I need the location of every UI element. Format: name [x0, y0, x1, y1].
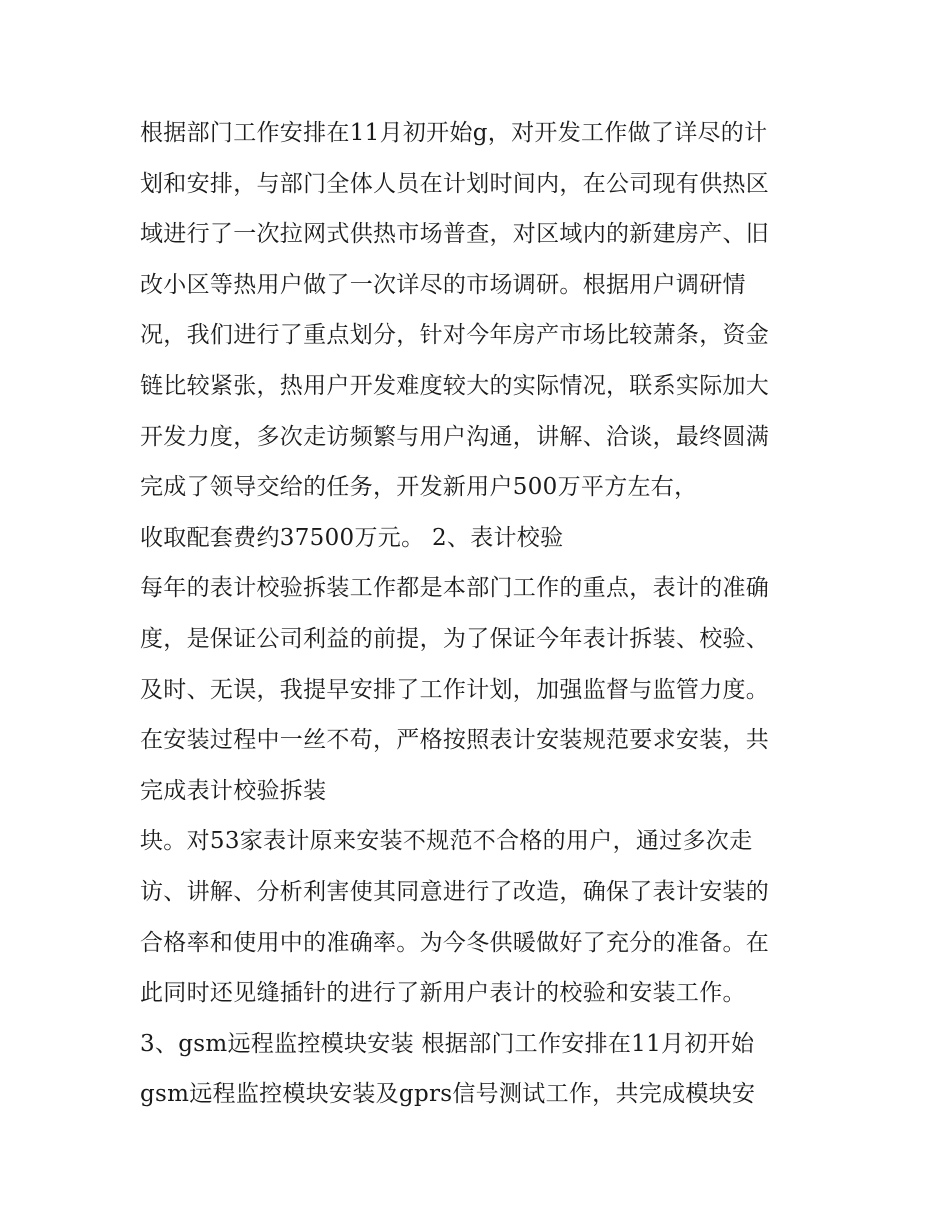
- text-line-20: gsm远程监控模块安装及gprs信号测试工作，共完成模块安: [140, 1081, 756, 1108]
- text-line-1: 根据部门工作安排在11月初开始g，对开发工作做了详尽的计: [140, 120, 768, 146]
- text-line-16: 访、讲解、分析利害使其同意进行了改造，确保了表计安装的: [140, 878, 770, 905]
- text-line-4: 改小区等热用户做了一次详尽的市场调研。根据用户调研情: [140, 271, 746, 298]
- text-line-14: 完成表计校验拆装: [140, 777, 327, 804]
- text-line-12: 及时、无误，我提早安排了工作计划，加强监督与监管力度。: [140, 676, 770, 703]
- text-line-17: 合格率和使用中的准确率。为今冬供暖做好了充分的准备。在: [140, 929, 770, 956]
- text-line-11: 度，是保证公司利益的前提，为了保证今年表计拆装、校验、: [140, 625, 770, 652]
- text-line-15: 块。对53家表计原来安装不规范不合格的用户，通过多次走: [140, 828, 753, 855]
- body-text: [140, 108, 830, 1120]
- text-line-3: 域进行了一次拉网式供热市场普查，对区域内的新建房产、旧: [140, 221, 770, 248]
- text-line-2: 划和安排，与部门全体人员在计划时间内，在公司现有供热区: [140, 170, 770, 197]
- text-line-7: 开发力度，多次走访频繁与用户沟通，讲解、洽谈，最终圆满: [140, 423, 770, 450]
- text-line-5: 况，我们进行了重点划分，针对今年房产市场比较萧条，资金: [140, 322, 770, 349]
- text-line-8: 完成了领导交给的任务，开发新用户500万平方左右，: [140, 474, 698, 501]
- text-line-6: 链比较紧张，热用户开发难度较大的实际情况，联系实际加大: [140, 372, 770, 399]
- text-line-9: 收取配套费约37500万元。 2、表计校验: [140, 524, 564, 551]
- text-line-19: 3、gsm远程监控模块安装 根据部门工作安排在11月初开始: [140, 1030, 755, 1057]
- text-line-10: 每年的表计校验拆装工作都是本部门工作的重点，表计的准确: [140, 575, 770, 602]
- text-line-18: 此同时还见缝插针的进行了新用户表计的校验和安装工作。: [140, 980, 746, 1007]
- text-line-13: 在安装过程中一丝不苟，严格按照表计安装规范要求安装，共: [140, 727, 770, 754]
